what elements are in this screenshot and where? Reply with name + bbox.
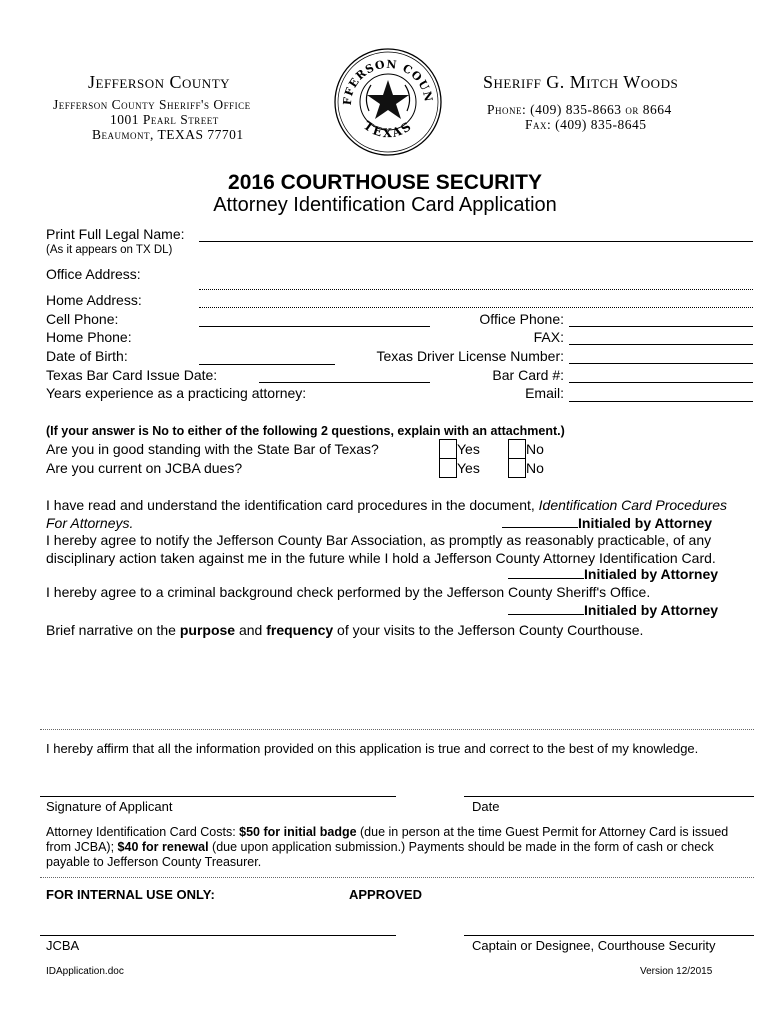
sheriff-office-line: Jefferson County Sheriff's Office — [53, 97, 251, 112]
narrative-divider — [40, 729, 754, 730]
narrative-frequency: frequency — [266, 622, 334, 638]
office-phone-label: Office Phone: — [479, 311, 564, 327]
statement-procedures-text: I have read and understand the identification card procedures in the document, — [46, 497, 539, 513]
narrative-and: and — [235, 622, 267, 638]
initial-background[interactable] — [508, 602, 718, 618]
dob-field[interactable] — [199, 364, 335, 365]
dob-label: Date of Birth: — [46, 348, 128, 364]
footer-filename: IDApplication.doc — [46, 966, 124, 977]
costs-intro: Attorney Identification Card Costs: — [46, 825, 240, 839]
internal-divider — [40, 877, 754, 878]
initial-notify-label: Initialed by Attorney — [584, 566, 719, 582]
sheriff-fax: Fax: (409) 835-8645 — [525, 117, 647, 132]
initial-notify[interactable] — [508, 566, 718, 582]
county-seal — [333, 47, 443, 157]
page-subtitle: Attorney Identification Card Application — [213, 194, 557, 216]
initial-background-label: Initialed by Attorney — [584, 602, 719, 618]
applicant-signature-label: Signature of Applicant — [46, 799, 173, 814]
narrative-purpose: purpose — [179, 622, 236, 638]
seal-bottom-text: TEXAS — [360, 118, 416, 141]
email-field[interactable] — [569, 401, 753, 402]
cost-renewal: $40 for renewal — [117, 840, 209, 854]
bar-card-field[interactable] — [569, 382, 753, 383]
costs-end: (due upon application submission.) Payments should be made in the form of cash or check payable to Jefferson County Treasurer. — [46, 840, 714, 869]
narrative-prompt — [46, 622, 751, 640]
bar-issue-date-label: Texas Bar Card Issue Date: — [46, 367, 218, 383]
bar-issue-date-field[interactable] — [259, 382, 430, 383]
captain-label: Captain or Designee, Courthouse Security — [472, 938, 716, 953]
procedures-document-title: Identification Card Procedures For Attorneys. — [46, 497, 727, 531]
affirmation-text: I hereby affirm that all the information provided on this application is true and correct to the best of my knowledge. — [46, 741, 699, 756]
fax-label: FAX: — [533, 329, 564, 345]
good-standing-yes-checkbox[interactable] — [439, 439, 457, 459]
jcba-dues-yes-label: Yes — [457, 460, 480, 476]
narrative-field[interactable] — [40, 642, 754, 726]
internal-use-label: FOR INTERNAL USE ONLY: — [46, 887, 215, 902]
star-icon — [367, 80, 409, 119]
jcba-dues-yes-checkbox[interactable] — [439, 458, 457, 478]
initial-procedures-label: Initialed by Attorney — [578, 515, 713, 531]
home-phone-label: Home Phone: — [46, 329, 132, 345]
cost-initial: $50 for initial badge — [239, 825, 357, 839]
applicant-signature-field[interactable] — [40, 796, 396, 797]
city-line: Beaumont, TEXAS 77701 — [92, 127, 244, 142]
approved-label: APPROVED — [349, 887, 422, 902]
good-standing-yes-label: Yes — [457, 441, 480, 457]
costs-middle: (due in person at the time Guest Permit for Attorney Card is issued from JCBA); — [46, 825, 729, 854]
full-name-label: Print Full Legal Name: — [46, 226, 185, 242]
statement-notify: I hereby agree to notify the Jefferson County Bar Association, as promptly as reasonably practicable, of any disciplinary action taken against me in the future while I hold a Jefferson County Attorney Identification Card. — [46, 532, 716, 566]
questions-instruction: (If your answer is No to either of the following 2 questions, explain with an attachment.) — [46, 424, 565, 438]
statement-background: I hereby agree to a criminal background check performed by the Jefferson County Sheriff's Office. — [46, 584, 651, 600]
office-phone-field[interactable] — [569, 326, 753, 327]
sheriff-phone: Phone: (409) 835-8663 or 8664 — [487, 102, 672, 117]
jcba-dues-no-checkbox[interactable] — [508, 458, 526, 478]
seal-top-text: FFERSON COUN — [340, 57, 436, 106]
cell-phone-field[interactable] — [199, 326, 430, 327]
street-line: 1001 Pearl Street — [110, 112, 219, 127]
fax-field[interactable] — [569, 344, 753, 345]
costs-text — [46, 825, 751, 870]
question-good-standing: Are you in good standing with the State Bar of Texas? — [46, 441, 379, 457]
office-address-label: Office Address: — [46, 266, 141, 282]
captain-signature-field[interactable] — [464, 935, 754, 936]
dl-number-field[interactable] — [569, 363, 753, 364]
initial-procedures[interactable] — [502, 515, 712, 531]
date-label: Date — [472, 799, 500, 814]
office-address-field[interactable] — [199, 289, 753, 290]
years-experience-label: Years experience as a practicing attorney: — [46, 385, 307, 401]
narrative-text-a: Brief narrative on the — [46, 622, 180, 638]
full-name-field[interactable] — [199, 241, 753, 242]
footer-version: Version 12/2015 — [640, 966, 713, 977]
email-label: Email: — [525, 385, 564, 401]
page-title: 2016 COURTHOUSE SECURITY — [228, 171, 542, 194]
question-jcba-dues: Are you current on JCBA dues? — [46, 460, 243, 476]
good-standing-no-label: No — [526, 441, 544, 457]
cell-phone-label: Cell Phone: — [46, 311, 119, 327]
full-name-note: (As it appears on TX DL) — [46, 244, 173, 256]
dl-number-label: Texas Driver License Number: — [376, 348, 564, 364]
good-standing-no-checkbox[interactable] — [508, 439, 526, 459]
sheriff-name: Sheriff G. Mitch Woods — [483, 72, 679, 92]
jcba-dues-no-label: No — [526, 460, 544, 476]
county-title: Jefferson County — [88, 72, 231, 92]
svg-text:TEXAS — [361, 118, 415, 140]
home-address-field[interactable] — [199, 307, 753, 308]
jcba-signature-field[interactable] — [40, 935, 396, 936]
narrative-text-b: of your visits to the Jefferson County Courthouse. — [333, 622, 644, 638]
home-address-label: Home Address: — [46, 292, 142, 308]
bar-card-label: Bar Card #: — [492, 367, 564, 383]
jcba-label: JCBA — [46, 938, 80, 953]
date-field[interactable] — [464, 796, 754, 797]
